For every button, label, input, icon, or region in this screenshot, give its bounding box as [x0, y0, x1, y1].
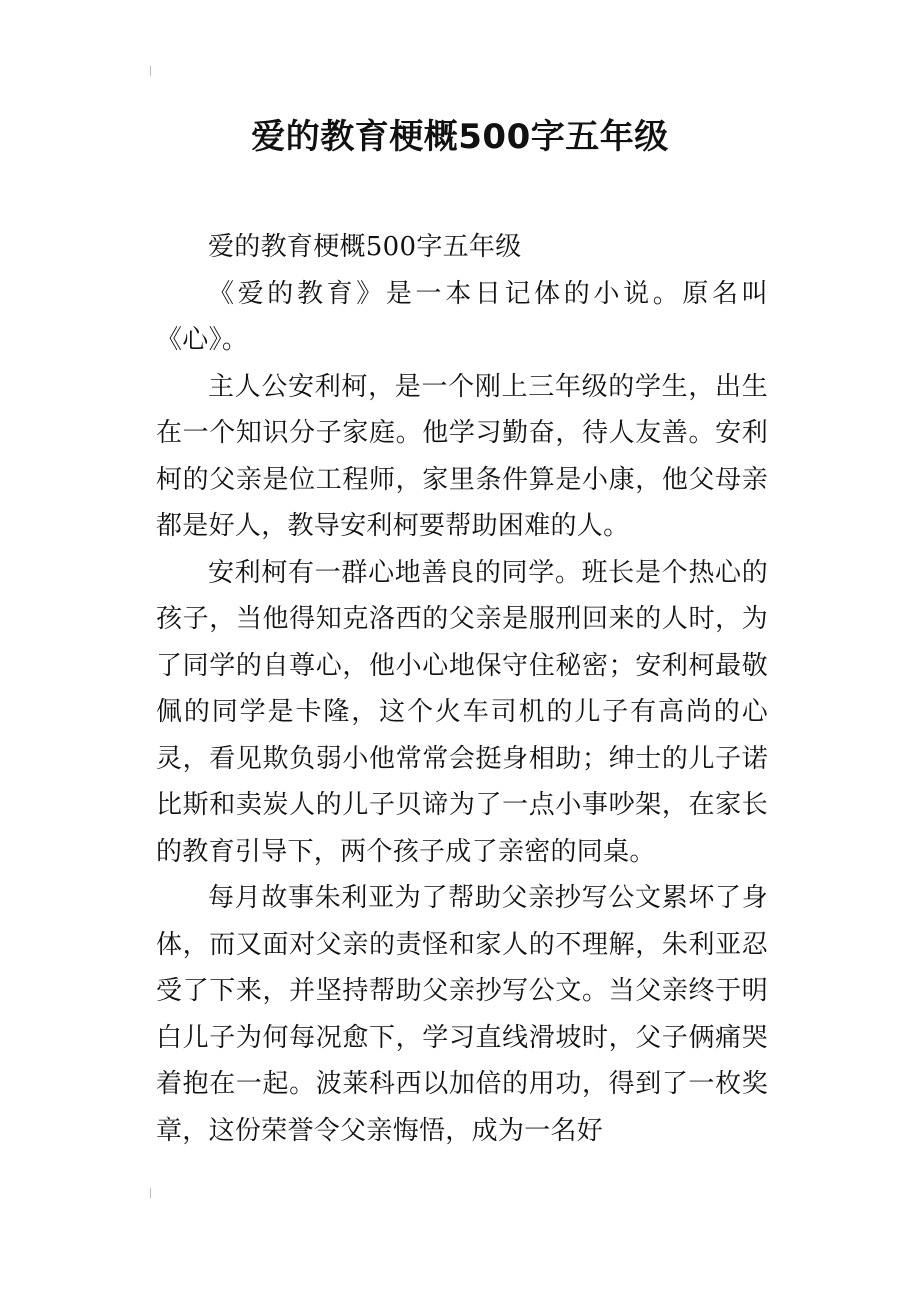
- paragraph: 主人公安利柯，是一个刚上三年级的学生，出生在一个知识分子家庭。他学习勤奋，待人友善。安利柯的父亲是位工程师，家里条件算是小康，他父母亲都是好人，教导安利柯要帮助困难的人。: [156, 371, 768, 541]
- paragraph: 《爱的教育》是一本日记体的小说。原名叫《心》。: [156, 278, 768, 355]
- paragraph: 安利柯有一群心地善良的同学。班长是个热心的孩子，当他得知克洛西的父亲是服刑回来的人时，为了同学的自尊心，他小心地保守住秘密；安利柯最敬佩的同学是卡隆，这个火车司机的儿子有高尚的心灵，看见欺负弱小他常常会挺身相助；绅士的儿子诺比斯和卖炭人的儿子贝谛为了一点小事吵架，在家长的教育引导下，两个孩子成了亲密的同桌。: [156, 557, 768, 867]
- page-corner-mark: [150, 66, 157, 76]
- document-title: 爱的教育梗概500字五年级: [251, 117, 669, 157]
- page-corner-mark: [150, 1188, 157, 1198]
- document-body: [156, 224, 768, 1154]
- paragraph: 每月故事朱利亚为了帮助父亲抄写公文累坏了身体，而又面对父亲的责怪和家人的不理解，朱利亚忍受了下来，并坚持帮助父亲抄写公文。当父亲终于明白儿子为何每况愈下，学习直线滑坡时，父子俩痛哭着抱在一起。波莱科西以加倍的用功，得到了一枚奖章，这份荣誉令父亲悔悟，成为一名好: [156, 883, 768, 1146]
- paragraph: 爱的教育梗概500字五年级: [208, 232, 522, 262]
